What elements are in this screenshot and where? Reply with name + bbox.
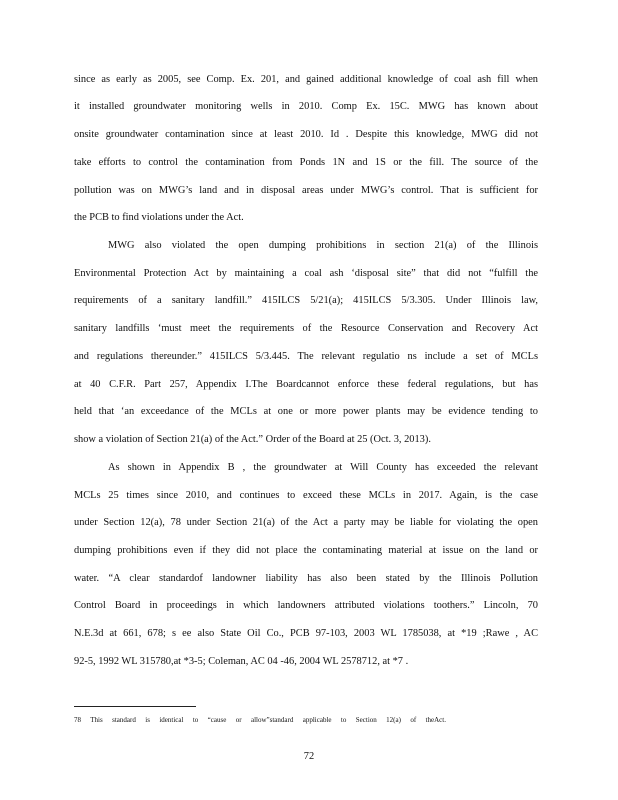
body-line: sanitary landfills ‘must meet the requirements of the Resource Conservation and Recovery Act <box>74 323 538 334</box>
body-line: at 40 C.F.R. Part 257, Appendix I.The Boardcannot enforce these federal regulations, but has <box>74 379 538 390</box>
body-line: Control Board in proceedings in which landowners attributed violations toothers.” Lincoln, 70 <box>74 600 538 611</box>
body-line: since as early as 2005, see Comp. Ex. 201, and gained additional knowledge of coal ash fill when <box>74 74 538 85</box>
body-line: N.E.3d at 661, 678; s ee also State Oil Co., PCB 97-103, 2003 WL 1785038, at *19 ;Rawe , AC <box>74 628 538 639</box>
body-line: it installed groundwater monitoring wells in 2010. Comp Ex. 15C. MWG has known about <box>74 101 538 112</box>
body-line: requirements of a sanitary landfill.” 415ILCS 5/21(a); 415ILCS 5/3.305. Under Illinois law, <box>74 295 538 306</box>
body-line: MWG also violated the open dumping prohibitions in section 21(a) of the Illinois <box>108 240 538 251</box>
body-line: water. “A clear standardof landowner liability has also been stated by the Illinois Pollution <box>74 573 538 584</box>
footnote: 78 This standard is identical to “cause or allow”standard applicable to Section 12(a) of theAct. <box>74 716 446 724</box>
body-line: held that ‘an exceedance of the MCLs at one or more power plants may be evidence tending to <box>74 406 538 417</box>
body-line: Environmental Protection Act by maintaining a coal ash ‘disposal site” that did not “fulfill the <box>74 268 538 279</box>
body-line: onsite groundwater contamination since at least 2010. Id . Despite this knowledge, MWG did not <box>74 129 538 140</box>
body-line: take efforts to control the contamination from Ponds 1N and 1S or the fill. The source of the <box>74 157 538 168</box>
body-line: the PCB to find violations under the Act. <box>74 212 244 223</box>
body-line: As shown in Appendix B , the groundwater at Will County has exceeded the relevant <box>108 462 538 473</box>
body-line: show a violation of Section 21(a) of the Act.” Order of the Board at 25 (Oct. 3, 2013). <box>74 434 431 445</box>
body-line: 92-5, 1992 WL 315780,at *3-5; Coleman, AC 04 -46, 2004 WL 2578712, at *7 . <box>74 656 409 667</box>
body-line: under Section 12(a), 78 under Section 21(a) of the Act a party may be liable for violating the open <box>74 517 538 528</box>
body-line: and regulations thereunder.” 415ILCS 5/3.445. The relevant regulatio ns include a set of MCLs <box>74 351 538 362</box>
page-number: 72 <box>303 751 315 762</box>
body-line: dumping prohibitions even if they did not place the contaminating material at issue on the land or <box>74 545 538 556</box>
body-line: MCLs 25 times since 2010, and continues to exceed these MCLs in 2017. Again, is the case <box>74 490 538 501</box>
body-line: pollution was on MWG’s land and in disposal areas under MWG’s control. That is sufficient for <box>74 185 538 196</box>
footnote-divider <box>74 706 196 707</box>
